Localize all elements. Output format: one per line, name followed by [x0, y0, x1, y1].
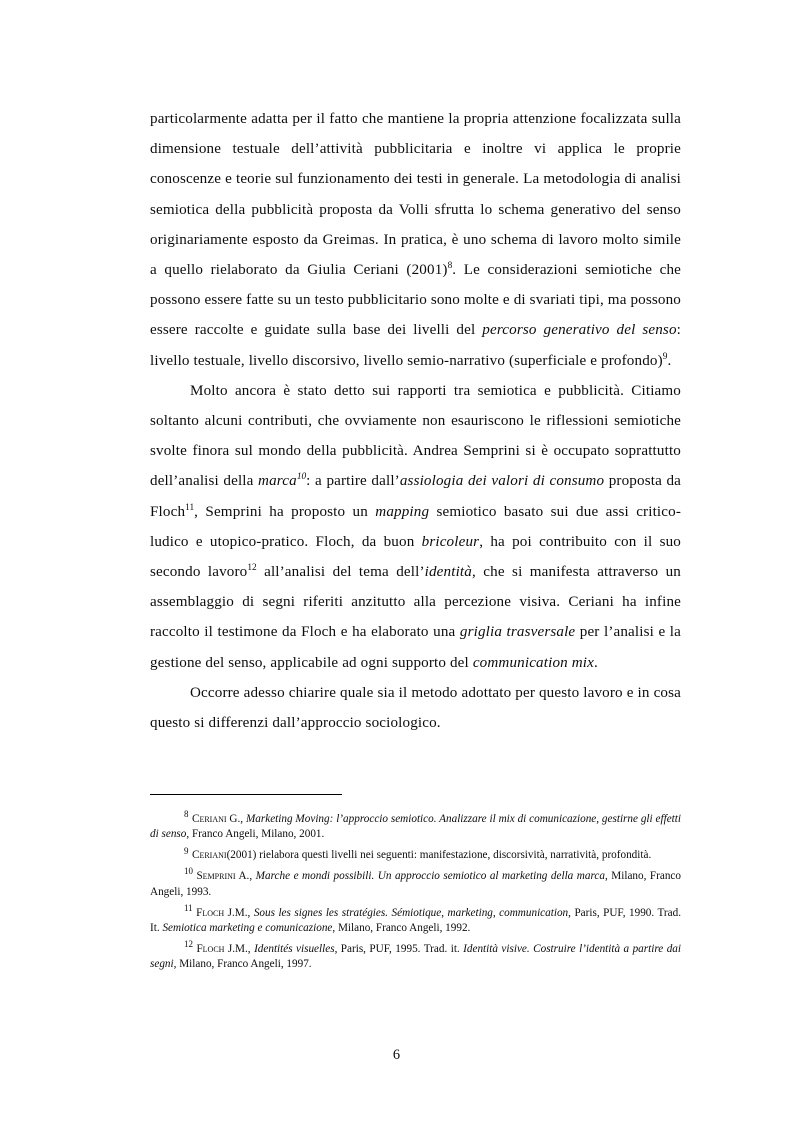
text-run: proposta da Floch [150, 473, 682, 520]
text-run: , Semprini ha proposto un [194, 503, 376, 520]
footnote-reference-11: 11 [185, 502, 195, 513]
text-run: all’analisi del tema dell’ [256, 564, 425, 581]
text-run: Franco Angeli, Milano, 2001. [189, 828, 325, 841]
author-name: Floch [196, 942, 225, 955]
text-run: , Milano, Franco Angeli, 1993. [150, 870, 681, 898]
italic-text: mapping [375, 503, 430, 520]
body-paragraph [150, 376, 681, 678]
text-run: (2001) rielabora questi livelli nei seguenti: manifestazione, discorsività, narratività, profondità. [226, 849, 652, 862]
italic-text: Semiotica marketing e comunicazione [162, 921, 333, 934]
footnote-number: 9 [184, 845, 189, 856]
italic-text: griglia trasversale [459, 624, 576, 641]
text-run: J.M., [224, 942, 255, 955]
text-run: . [667, 352, 672, 369]
footnote-number: 11 [184, 902, 193, 913]
text-run: : a partire dall’ [306, 473, 400, 490]
footnote-item [150, 866, 681, 900]
footnote-reference-9: 9 [662, 351, 668, 362]
footnote-item [150, 902, 682, 937]
text-run: J.M., [224, 906, 254, 919]
footnote-item [150, 939, 681, 973]
footnote-number: 8 [184, 809, 189, 820]
body-paragraph [150, 678, 681, 738]
footnote-number: 12 [184, 939, 193, 950]
text-run: . [594, 654, 598, 671]
body-paragraph [150, 104, 681, 376]
italic-text: communication mix [472, 654, 595, 671]
text-run: , che si manifesta attraverso un assemblaggio di segni riferiti anzitutto alla percezione visiva. Ceriani ha infine raccolto il testimone da Floch e ha elaborato una [150, 564, 681, 641]
text-run: particolarmente adatta per il fatto che mantiene la propria attenzione focalizzata sulla dimensione testuale dell’attività pubblicitaria e inoltre vi applica le proprie conoscenze e teorie sul funzionamento dei testi in generale. La metodologia di analisi semiotica della pubblicità proposta da Volli sfrutta lo schema generativo del senso originariamente esposto da Greimas. In pratica, è uno schema di lavoro molto simile a quello rielaborato da Giulia Ceriani (2001) [150, 111, 681, 279]
footnote-number: 10 [184, 866, 193, 877]
author-name: Ceriani [191, 849, 227, 862]
text-run: semiotico basato sui due assi critico-ludico e utopico-pratico. Floch, da buon [150, 503, 681, 550]
body-text-block [150, 104, 681, 738]
text-run: , Milano, Franco Angeli, 1997. [173, 958, 312, 971]
footnote-reference-8: 8 [447, 260, 453, 271]
italic-text: assiologia dei valori di consumo [399, 473, 605, 490]
author-name: Ceriani [191, 813, 227, 825]
text-run: Molto ancora è stato detto sui rapporti tra semiotica e pubblicità. Citiamo soltanto alcuni contributi, che ovviamente non esauriscono le riflessioni semiotiche svolte finora sul mondo della pubblicità. Andrea Semprini si è occupato soprattutto dell’analisi della [150, 382, 681, 490]
text-run: . Le considerazioni semiotiche che possono essere fatte su un testo pubblicitario sono molte e di svariati tipi, ma possono essere raccolte e guidate sulla base dei livelli del [150, 262, 682, 339]
text-run: , Paris, PUF, 1995. Trad. it. [334, 942, 464, 955]
footnote-separator-rule [150, 794, 342, 795]
author-name: Semprini [196, 870, 236, 883]
italic-text: Marche e mondi possibili. Un approccio semiotico al marketing della marca [255, 870, 605, 883]
text-run: Occorre adesso chiarire quale sia il metodo adottato per questo lavoro e in cosa questo si differenzi dall’approccio sociologico. [150, 684, 681, 732]
italic-text: identità [424, 564, 472, 581]
italic-text: bricoleur [421, 533, 480, 550]
text-run: G., [226, 813, 246, 825]
italic-text: Marketing Moving: l’approccio semiotico. Analizzare il mix di comunicazione, gestirne gli effetti di senso, [150, 813, 681, 841]
italic-text: Identità visive. Costruire l’identità a partire dai segni [150, 942, 681, 971]
text-run: : livello testuale, livello discorsivo, livello semio-narrativo (superficiale e profondo) [150, 322, 682, 369]
text-run: , Milano, Franco Angeli, 1992. [332, 921, 471, 934]
footnote-list [150, 809, 682, 973]
footnote-item [150, 845, 681, 863]
footnote-reference-12: 12 [247, 563, 257, 574]
text-run: , ha poi contribuito con il suo secondo lavoro [150, 533, 682, 581]
italic-text: marca [258, 473, 297, 490]
italic-text: Identités visuelles [254, 942, 335, 955]
footnote-item [150, 809, 681, 843]
text-run: per l’analisi e la gestione del senso, applicabile ad ogni supporto del [150, 624, 682, 671]
text-run: A., [235, 870, 256, 883]
italic-text: Sous les signes les stratégies. Sémiotique, marketing, communication [253, 906, 569, 919]
author-name: Floch [196, 906, 225, 919]
page-number: 6 [392, 1047, 401, 1063]
text-run: , Paris, PUF, 1990. Trad. It. [150, 906, 682, 934]
footnote-reference-10: 10 [296, 472, 307, 483]
italic-text: percorso generativo del senso [482, 322, 677, 339]
